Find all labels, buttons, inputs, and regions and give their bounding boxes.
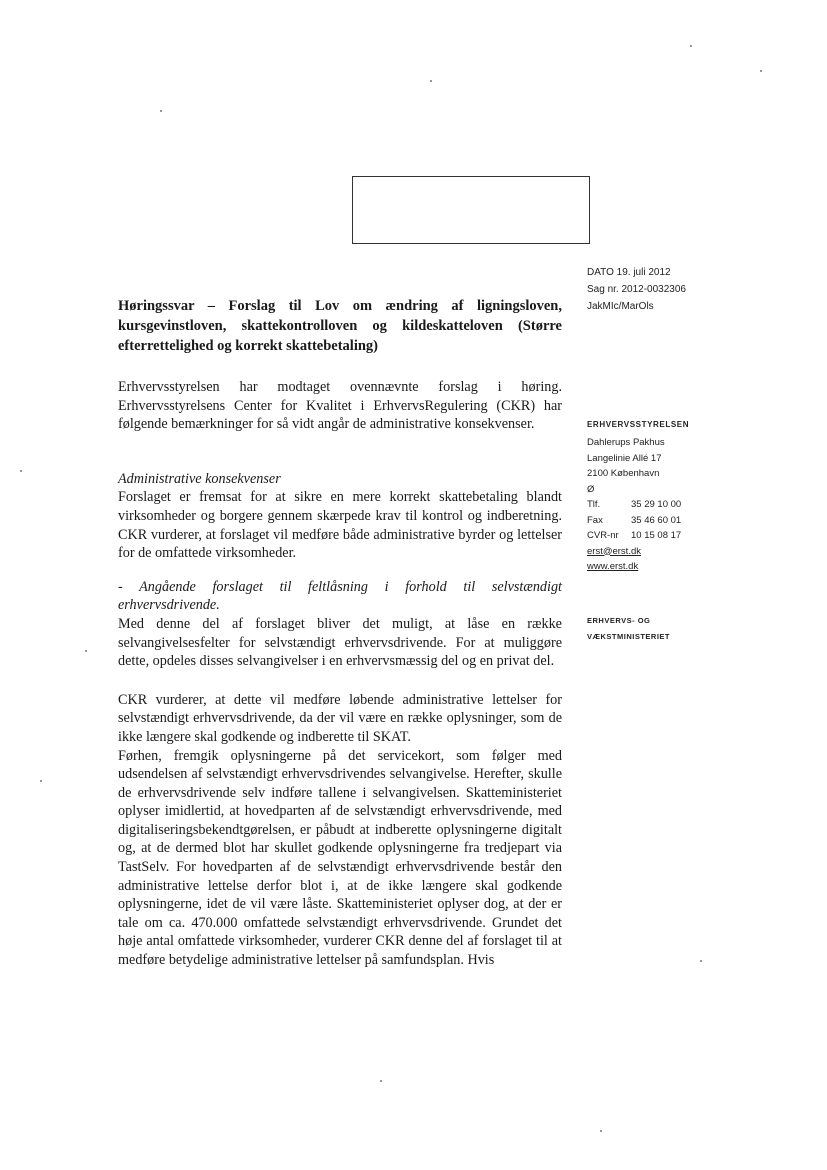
cvr-label: CVR-nr bbox=[587, 530, 619, 541]
fax-value: 35 46 60 01 bbox=[631, 514, 682, 526]
cvr-row bbox=[587, 528, 727, 544]
email-link[interactable]: erst@erst.dk bbox=[587, 545, 641, 557]
address-line-3: 2100 København bbox=[587, 468, 660, 479]
section-paragraph-administrative: Forslaget er fremsat for at sikre en mere korrekt skattebetaling blandt virksomheder og borgere gennem skærpede krav til kontrol og indberetning. CKR vurderer, at forslaget vil medføre både administrative byrder og lettelser for de omfattede virksomheder. bbox=[118, 489, 562, 562]
section-paragraph-field-locking: Med denne del af forslaget bliver det muligt, at låse en række selvangivelsesfelter for selvstændigt erhvervsdrivende. For at muliggøre dette, opdeles disses selvangivelser i en erhvervsmæssig del og en privat del. bbox=[118, 615, 562, 670]
paragraph-previous-procedure: Førhen, fremgik oplysningerne på det servicekort, som følger med udsendelsen af selvstændigt erhvervsdrivendes selvangivelse. Herefter, skulle de erhvervsdrivende selv indføre tallene i selvangivelsen. Skatteministeriet oplyser imidlertid, at hovedparten af de selvstændigt erhvervsdrivende, med digitaliseringsbekendtgørelsen, er påbudt at indberette oplysningerne digitalt og, at de dermed blot har skullet godkende oplysningerne fra tredjepart via TastSelv. For hovedparten af de selvstændigt erhvervsdrivende består den administrative lettelse derfor blot i, at de ikke længere skal godkende oplysningerne, idet de vil være låste. Skatteministeriet oplyser dog, at der er tale om ca. 470.000 omfattede selvstændigt erhvervsdrivende. Grundet det høje antal omfattede virksomheder, vurderer CKR denne del af forslaget til at medføre betydelige administrative lettelser på samfundsplan. Hvis bbox=[118, 747, 562, 969]
website-link[interactable]: www.erst.dk bbox=[587, 561, 639, 572]
document-title: Høringssvar – Forslag til Lov om ændring af ligningsloven, kursgevinstloven, skattekontrolloven og kildeskatteloven (Større efterrettelighed og korrekt skattebetaling) bbox=[118, 298, 562, 354]
section-heading-administrative: Administrative konsekvenser bbox=[118, 470, 281, 487]
ministry-line-2: VÆKSTMINISTERIET bbox=[587, 631, 671, 641]
address-line-1: Dahlerups Pakhus bbox=[587, 437, 665, 448]
address-line-4: Ø bbox=[587, 483, 595, 495]
document-meta bbox=[587, 264, 686, 315]
paragraph-ckr-assessment: CKR vurderer, at dette vil medføre løbende administrative lettelser for selvstændigt erhvervsdrivende, da der vil være en række oplysninger, som de ikke længere skal godkende og indberette til SKAT. bbox=[118, 691, 562, 745]
date-line: DATO 19. juli 2012 bbox=[587, 267, 671, 278]
sender-sidebar bbox=[587, 420, 727, 645]
reference: JakMIc/MarOls bbox=[587, 301, 654, 312]
address-window-box bbox=[352, 176, 590, 244]
intro-paragraph: Erhvervsstyrelsen har modtaget ovennævnte forslag i høring. Erhvervsstyrelsens Center for Kvalitet i ErhvervsRegulering (CKR) har følgende bemærkninger for så vidt angår de administrative konsekvenser. bbox=[118, 379, 562, 433]
section-heading-field-locking: - Angående forslaget til feltlåsning i forhold til selvstændigt erhvervsdrivende. bbox=[118, 578, 562, 614]
ministry-name bbox=[587, 613, 727, 645]
phone-value: 35 29 10 00 bbox=[631, 499, 682, 510]
address-line-2: Langelinie Allé 17 bbox=[587, 452, 662, 464]
document-body bbox=[118, 378, 562, 970]
phone-row bbox=[587, 497, 727, 513]
phone-label: Tlf. bbox=[587, 499, 601, 510]
cvr-value: 10 15 08 17 bbox=[631, 530, 682, 541]
fax-label: Fax bbox=[587, 514, 603, 526]
case-number: Sag nr. 2012-0032306 bbox=[587, 284, 686, 295]
ministry-line-1: ERHVERVS- OG bbox=[587, 615, 651, 625]
org-name: ERHVERVSSTYRELSEN bbox=[587, 420, 690, 429]
fax-row bbox=[587, 513, 727, 529]
